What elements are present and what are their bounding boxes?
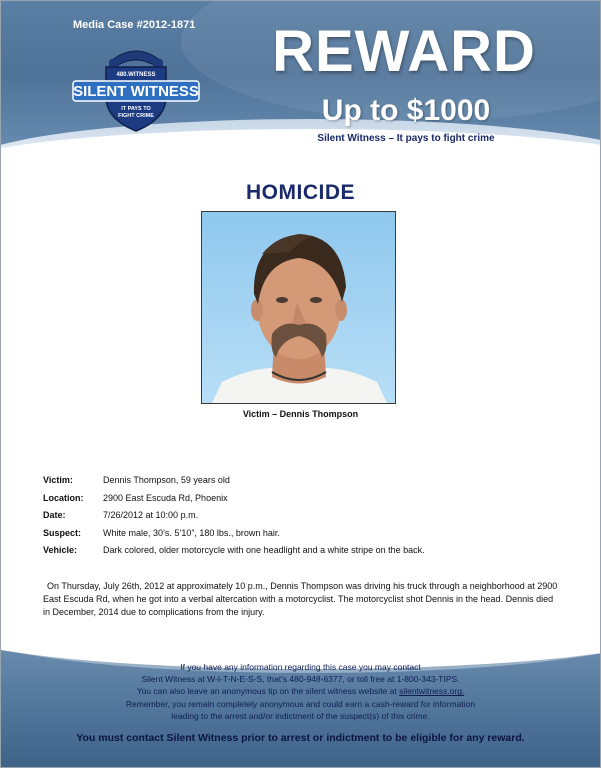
contact-line-1: If you have any information regarding this case you may contact [180, 662, 421, 672]
contact-info [1, 661, 600, 722]
victim-photo [201, 211, 396, 404]
detail-value: Dark colored, older motorcycle with one headlight and a white stripe on the back. [103, 545, 425, 555]
detail-row-location [43, 493, 563, 511]
tagline: Silent Witness – It pays to fight crime [317, 133, 495, 144]
detail-label: Vehicle: [43, 545, 78, 555]
detail-value: White male, 30’s. 5’10”, 180 lbs., brown hair. [103, 527, 280, 538]
detail-value: Dennis Thompson, 59 years old [103, 475, 230, 485]
reward-title: REWARD [272, 19, 536, 84]
detail-label: Victim: [43, 475, 73, 485]
contact-line-3-text: You can also leave an anonymous tip on the silent witness website at [136, 686, 400, 697]
case-details [43, 475, 563, 563]
header-banner [1, 1, 600, 161]
contact-line-4: Remember, you remain completely anonymous and could earn a cash-reward for information [125, 698, 476, 709]
detail-row-victim [43, 475, 563, 493]
detail-label: Location: [43, 492, 84, 503]
media-case-number: Media Case #2012-1871 [73, 19, 196, 31]
contact-line-5: leading to the arrest and/or indictment of the suspect(s) of this crime. [171, 710, 430, 721]
detail-row-date [43, 510, 563, 528]
contact-line-2: Silent Witness at W-I-T-N-E-S-S, that’s 480-948-6377, or toll free at 1-800-343-TIPS. [141, 674, 460, 685]
detail-row-vehicle [43, 545, 563, 563]
detail-label: Suspect: [43, 527, 82, 538]
detail-row-suspect [43, 528, 563, 546]
eligibility-note: You must contact Silent Witness prior to arrest or indictment to be eligible for any reward. [76, 732, 525, 744]
detail-label: Date: [43, 510, 66, 520]
photo-caption: Victim – Dennis Thompson [242, 409, 359, 419]
reward-amount: Up to $1000 [321, 94, 491, 127]
footer-banner [1, 641, 600, 767]
silent-witness-logo [71, 39, 201, 134]
detail-value: 7/26/2012 at 10:00 p.m. [103, 510, 199, 520]
contact-line-3 [1, 685, 600, 697]
logo-sub-text-2: FIGHT CRIME [118, 113, 154, 119]
logo-main-text: SILENT WITNESS [73, 83, 199, 100]
detail-value: 2900 East Escuda Rd, Phoenix [103, 492, 228, 503]
case-narrative: On Thursday, July 26th, 2012 at approximately 10 p.m., Dennis Thompson was driving his truck through a neighborhood at 2900 East Escuda Rd, when he got into a verbal altercation with a motorcyclist. The motorcyclist shot Dennis in the head. Dennis died in December, 2014 due to complications from the injury. [43, 581, 558, 617]
logo-top-text: 480.WITNESS [116, 72, 156, 78]
logo-sub-text-1: IT PAYS TO [121, 106, 151, 112]
crime-category: HOMICIDE [246, 181, 355, 204]
website-link[interactable]: silentwitness.org. [399, 686, 465, 697]
